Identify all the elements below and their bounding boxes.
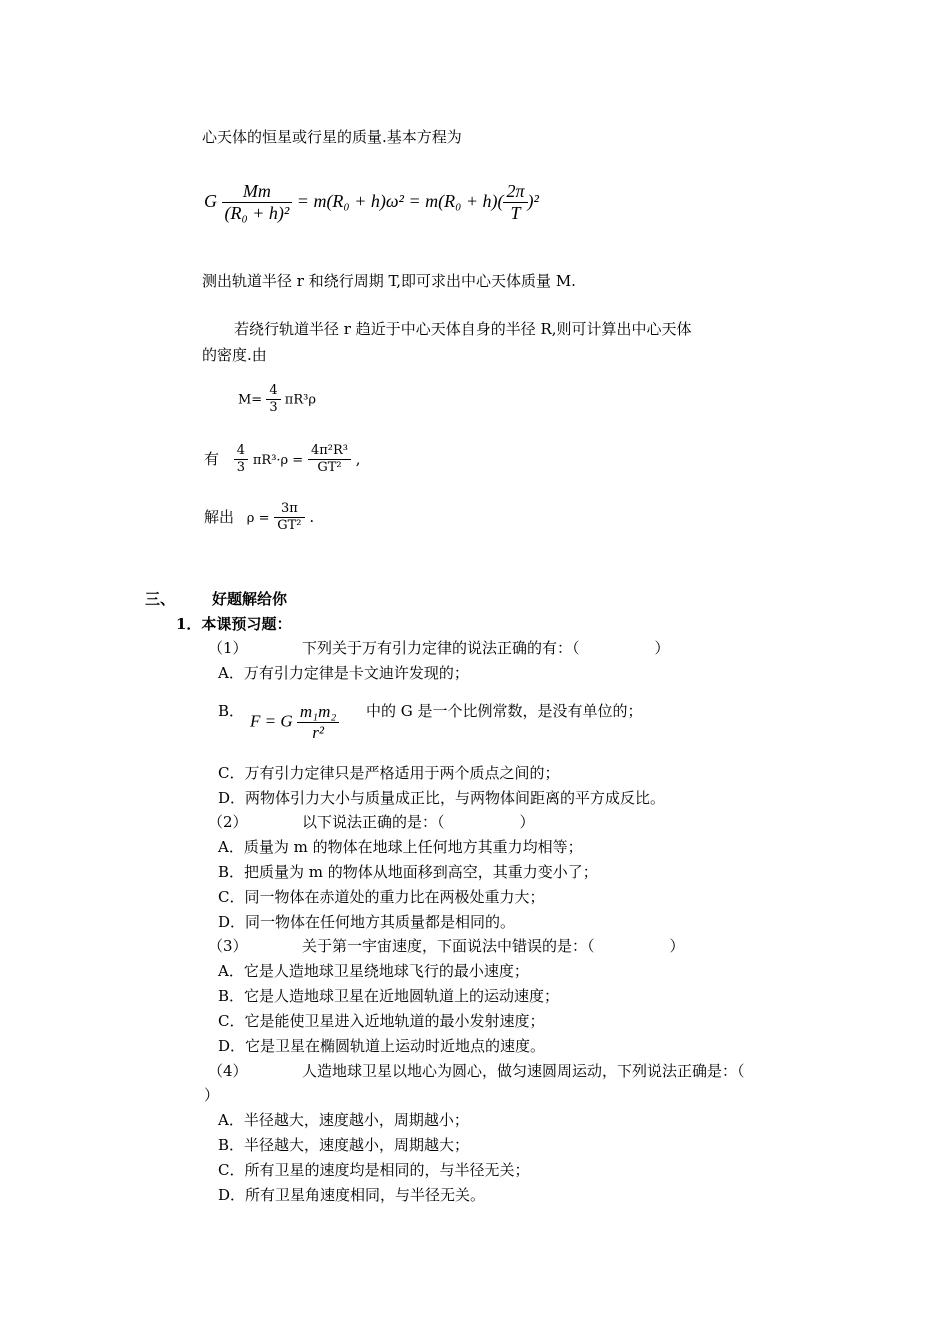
- measure-line: 测出轨道半径 r 和绕行周期 T,即可求出中心天体质量 M.: [202, 272, 576, 290]
- question-2-option-c[interactable]: C．同一物体在赤道处的重力比在两极处重力大；: [218, 888, 545, 906]
- question-3-number: （3）: [208, 937, 248, 955]
- eq1-den: (R₀ + h)²: [224, 202, 290, 223]
- question-1-number: （1）: [208, 639, 248, 657]
- section-title: 好题解给你: [212, 590, 288, 608]
- question-3-stem: 关于第一宇宙速度，下面说法中错误的是：（ ）: [302, 937, 685, 955]
- eq1-fraction: [222, 181, 293, 224]
- question-1-option-a[interactable]: A．万有引力定律是卡文迪许发现的；: [218, 664, 469, 682]
- eq-mass-num: 4: [266, 384, 280, 400]
- eq1-eq: = m(R₀ + h)(: [408, 190, 504, 211]
- question-2-stem: 以下说法正确的是：（ ）: [302, 813, 535, 831]
- eq-solve-lhs: ρ =: [246, 510, 270, 526]
- eq-have-den: 3: [236, 459, 246, 475]
- question-1-option-b-text: 中的 G 是一个比例常数，是没有单位的；: [366, 702, 643, 720]
- eq-solve-label: 解出: [204, 507, 235, 526]
- eq1-mid: = m(R₀ + h)ω²: [296, 190, 404, 211]
- eq-have-num: 4: [234, 444, 248, 460]
- eq-have-label: 有: [204, 449, 220, 468]
- eq1-frac-num: 2π: [503, 181, 527, 203]
- eq1-num: Mm: [222, 181, 293, 203]
- eq-mass-lhs: M=: [238, 392, 263, 408]
- question-1-option-c[interactable]: C．万有引力定律只是严格适用于两个质点之间的；: [218, 764, 560, 782]
- eq-mass-rest: πR³ρ: [284, 392, 316, 408]
- question-4-option-d[interactable]: D．所有卫星角速度相同，与半径无关。: [218, 1186, 486, 1204]
- subsection-title: 1．本课预习题：: [176, 615, 292, 633]
- question-3-option-d[interactable]: D．它是卫星在椭圆轨道上运动时近地点的速度。: [218, 1037, 546, 1055]
- eq-solve-num: 3π: [274, 502, 304, 518]
- eq1-tail: )²: [527, 190, 539, 211]
- eq-have-num2: 4π²R³: [308, 444, 351, 460]
- eq-have-end: ,: [355, 449, 361, 468]
- equation-have: [204, 444, 361, 476]
- eq1-G: G: [204, 190, 217, 211]
- question-4-option-b[interactable]: B．半径越大，速度越小，周期越大；: [218, 1136, 470, 1154]
- question-1-option-b-formula: [250, 702, 339, 743]
- formula-lhs: F = G: [250, 711, 293, 731]
- question-2-option-b[interactable]: B．把质量为 m 的物体从地面移到高空，其重力变小了；: [218, 863, 598, 881]
- eq-mass-fraction: [266, 384, 280, 416]
- eq-have-mid: πR³·ρ =: [252, 452, 304, 468]
- question-2-number: （2）: [208, 813, 248, 831]
- question-3-option-a[interactable]: A．它是人造地球卫星绕地球飞行的最小速度；: [218, 962, 529, 980]
- equation-gravity: [204, 181, 539, 224]
- density-line-2: 的密度.由: [202, 346, 267, 364]
- eq-have-fraction-2: [308, 444, 351, 476]
- formula-fraction: [297, 702, 339, 743]
- question-4-number: （4）: [208, 1062, 248, 1080]
- eq-solve-end: .: [309, 507, 315, 526]
- equation-mass: [238, 384, 316, 416]
- density-line-1: 若绕行轨道半径 r 趋近于中心天体自身的半径 R,则可计算出中心天体: [234, 320, 692, 338]
- eq-solve-fraction: [274, 502, 304, 534]
- formula-den: r²: [312, 722, 324, 742]
- formula-num: m₁m₂: [297, 702, 339, 723]
- eq-have-fraction-1: [234, 444, 248, 476]
- question-4-stem: 人造地球卫星以地心为圆心，做匀速圆周运动，下列说法正确是：（: [302, 1062, 745, 1080]
- question-4-option-a[interactable]: A．半径越大，速度越小，周期越小；: [218, 1111, 469, 1129]
- question-4-stem-cont: ）: [204, 1086, 220, 1104]
- section-number: 三、: [145, 590, 176, 608]
- question-2-option-d[interactable]: D．同一物体在任何地方其质量都是相同的。: [218, 913, 516, 931]
- question-2-option-a[interactable]: A．质量为 m 的物体在地球上任何地方其重力均相等；: [218, 838, 583, 856]
- question-3-option-b[interactable]: B．它是人造地球卫星在近地圆轨道上的运动速度；: [218, 987, 560, 1005]
- question-4-option-c[interactable]: C．所有卫星的速度均是相同的，与半径无关；: [218, 1161, 530, 1179]
- eq1-period-fraction: [503, 181, 527, 224]
- question-1-stem: 下列关于万有引力定律的说法正确的有：（ ）: [302, 639, 670, 657]
- eq1-frac-den: T: [510, 202, 521, 223]
- eq-solve-den: GT²: [277, 517, 302, 533]
- question-1-option-b-label[interactable]: B．: [218, 702, 245, 720]
- eq-mass-den: 3: [269, 399, 278, 415]
- question-1-option-d[interactable]: D．两物体引力大小与质量成正比，与两物体间距离的平方成反比。: [218, 789, 666, 807]
- eq-have-den2: GT²: [317, 459, 342, 475]
- question-3-option-c[interactable]: C．它是能使卫星进入近地轨道的最小发射速度；: [218, 1012, 545, 1030]
- equation-solve: [204, 502, 314, 534]
- intro-line: 心天体的恒星或行星的质量.基本方程为: [202, 128, 462, 146]
